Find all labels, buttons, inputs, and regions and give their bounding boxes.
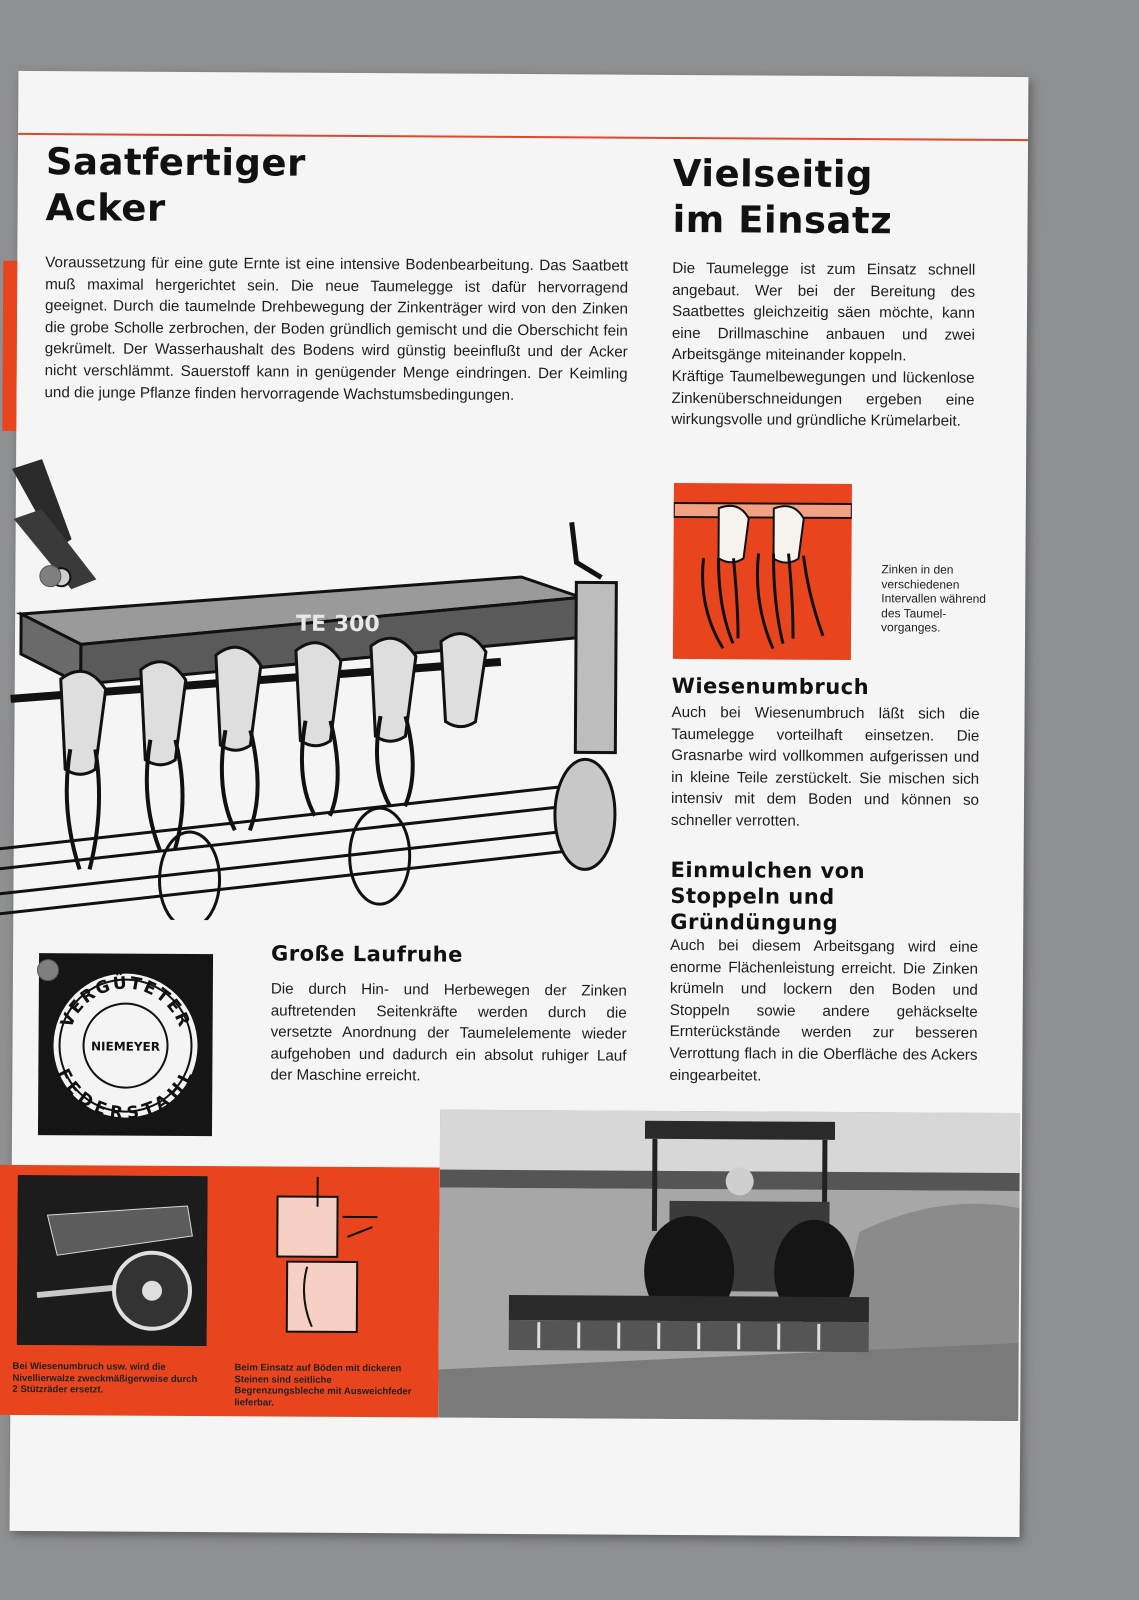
einmulchen-heading: Einmulchen von Stoppeln und Gründüngung (670, 857, 866, 935)
machine-label: TE 300 (296, 611, 380, 638)
svg-text:NIEMEYER: NIEMEYER (90, 1039, 161, 1054)
wiesenumbruch-heading: Wiesenumbruch (671, 673, 870, 700)
machine-illustration (0, 449, 622, 923)
svg-text:VERGÜTETER: VERGÜTETER (56, 973, 195, 1032)
orange-caption-1: Bei Wiesenumbruch usw. wird die Nivellierwalze zweckmäßigerweise durch 2 Stützräder ersetzt. (12, 1360, 198, 1396)
laufruhe-heading: Große Laufruhe (271, 941, 463, 967)
punch-hole (37, 959, 59, 981)
tractor-field-image (438, 1110, 1020, 1422)
right-intro-text: Die Taumelegge ist zum Einsatz schnell angebaut. Wer bei der Bereitung des Saatbettes gleichzeitig säen möchte, kann eine Drillmaschine anbauen und zwei Arbeitsgänge miteinander koppeln. Kräftige Taumelbewegungen und lückenlose Zinkenüberschneidungen ergeben eine wirkungsvolle und gründliche Krümelarbeit. (671, 259, 976, 430)
right-heading: Vielseitig im Einsatz (672, 151, 893, 243)
tractor-photo (438, 1110, 1020, 1422)
tines-drawing (673, 483, 852, 660)
orange-feature-strip (0, 1165, 440, 1418)
badge-seal-icon (38, 953, 213, 1136)
punch-hole (39, 565, 61, 587)
left-intro-text: Voraussetzung für eine gute Ernte ist eine intensive Bodenbearbeitung. Das Saatbett muß maximal hergerichtet sein. Die neue Taumelegge ist dafür hervorragend geeignet. Durch die taumelnde Drehbewegung der Zinkenträger wird von den Zinken die grobe Scholle zerbrochen, der Boden gründlich gemischt und die Oberschicht fein gekrümelt. Der Wasserhaushalt des Bodens wird günstig beeinflußt und der Acker nicht verschlämmt. Sauerstoff kann in genügender Menge eindringen. Der Keimling und die junge Pflanze finden hervorragende Wachstumsbedingungen. (44, 254, 629, 404)
svg-text:FEDERSTAHL: FEDERSTAHL (52, 1065, 198, 1124)
support-wheel-drawing (17, 1175, 208, 1346)
wiesenumbruch-text: Auch bei Wiesenumbruch läßt sich die Taumelegge vorteilhaft einsetzen. Die Grasnarbe wird vollkommen aufgerissen und in kleine Teile zerstückelt. Sie mischen sich intensiv mit dem Boden und können so schneller verrotten. (670, 703, 980, 830)
edge-tab (2, 261, 17, 431)
federstahl-badge (38, 953, 213, 1136)
einmulchen-text: Auch bei diesem Arbeitsgang wird eine enorme Flächenleistung erreicht. Die Zinken krümeln und lockern den Boden und Stoppeln sowie andere gehäckselte Ernterückstände werden zur besseren Verrottung flach in die Oberfläche des Ackers eingearbeitet. (669, 936, 979, 1085)
brochure-page (10, 71, 1029, 1537)
harrow-drawing (0, 449, 622, 923)
left-heading: Saatfertiger Acker (45, 140, 306, 230)
orange-caption-2: Beim Einsatz auf Böden mit dickeren Steinen sind seitliche Begrenzungsbleche mit Ausweichfeder lieferbar. (234, 1362, 412, 1409)
zinken-illustration (673, 483, 852, 660)
deflector-plate-drawing (247, 1176, 398, 1347)
laufruhe-text: Die durch Hin- und Herbewegen der Zinken auftretenden Seitenkräfte werden durch die versetzte Anordnung der Taumelelemente wieder aufgehoben und dadurch ein absolut ruhiger Lauf der Maschine erreicht. (270, 980, 627, 1085)
zinken-caption: Zinken in den verschiedenen Intervallen während des Taumel-vorganges. (881, 562, 987, 635)
